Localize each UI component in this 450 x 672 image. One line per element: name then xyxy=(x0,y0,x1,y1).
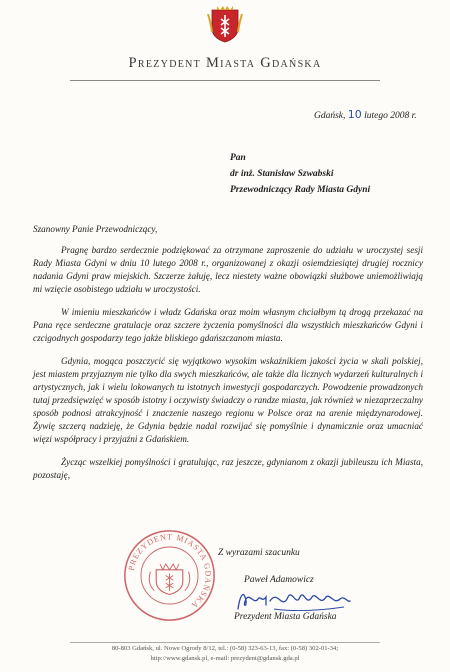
paragraph-3: Gdynia, mogąca poszczycić się wyjątkowo wysokim wskaźnikiem jakości życia w skali polskiej, jest miastem przyjaznym nie tylko dla swych mieszkańców, ale także dla licznych wydarzeń kulturalnych i artystycznych, jak i wielu lokowanych tu istotnych inwestycji gospodarczych. Powodzenie prowadzonych tutaj przedsięwzięć w sposób istotny i oczywisty świadczy o randze miasta, jak również w niezaprzeczalny sposób podnosi atrakcyjność i znaczenie naszego regionu w Polsce oraz na arenie międzynarodowej. Żywię szczerą nadzieję, że Gdynia będzie nadal rozwijać się pomyślnie i dynamicznie oraz umacniać więzi współpracy i przyjaźni z Gdańskiem. xyxy=(33,356,423,444)
gdansk-coat-of-arms-icon xyxy=(206,4,244,44)
salutation: Szanowny Panie Przewodniczący, xyxy=(33,224,158,234)
footer-address: 80-803 Gdańsk, ul. Nowe Ogrody 8/12, tel.: (0-58) 323-63-13, fax: (0-58) 302-01-34; xyxy=(111,645,339,652)
handwritten-signature xyxy=(234,583,354,615)
date-day-handwritten: 10 xyxy=(347,108,362,121)
letter-body xyxy=(33,223,423,492)
svg-text:PREZYDENT MIASTA GDAŃSKA: PREZYDENT MIASTA GDAŃSKA xyxy=(126,532,213,611)
footer-rule xyxy=(70,642,380,643)
addressee-block xyxy=(230,150,370,198)
footer-web-email: http://www.gdansk.pl, e-mail: prezydent@gdansk.gda.pl xyxy=(150,655,300,662)
paragraph-2: W imieniu mieszkańców i władz Gdańska oraz moim własnym chciałbym tą drogą przekazać na Pana ręce serdeczne gratulacje oraz szczere życzenia pomyślności dla wszystkich mieszkańców Gdyni i czcigodnych gospodarzy tego jakże bliskiego gdańszczanom miasta. xyxy=(33,307,423,343)
addressee-line-2: dr inż. Stanisław Szwabski xyxy=(230,169,334,179)
paragraph-4: Życząc wszelkiej pomyślności i gratulując, raz jeszcze, gdynianom z okazji jubileuszu ich Miasta, pozostaję, xyxy=(33,457,423,480)
signatory-name: Paweł Adamowicz xyxy=(244,575,314,585)
addressee-line-3: Przewodniczący Rady Miasta Gdyni xyxy=(230,185,371,195)
letterhead-rule xyxy=(70,80,380,81)
date-prefix: Gdańsk, xyxy=(314,111,346,121)
paragraph-1: Pragnę bardzo serdecznie podziękować za otrzymane zaproszenie do udziału w uroczystej sesji Rady Miasta Gdyni w dniu 10 lutego 2008 r., organizowanej z okazji osiemdziesiątej drugiej rocznicy nadania Gdyni praw miejskich. Szczerze żałuję, lecz niestety ważne obowiązki służbowe uniemożliwiają mi wzięcie osobistego udziału w uroczystości. xyxy=(33,245,423,294)
letterhead-title: Prezydent Miasta Gdańska xyxy=(128,55,322,71)
addressee-line-1: Pan xyxy=(230,153,246,163)
closing-regards: Z wyrazami szacunku xyxy=(218,548,300,558)
letter-date xyxy=(314,108,417,121)
official-seal-stamp xyxy=(122,528,217,623)
date-rest: lutego 2008 r. xyxy=(364,111,417,121)
signatory-role: Prezydent Miasta Gdańska xyxy=(234,612,337,622)
